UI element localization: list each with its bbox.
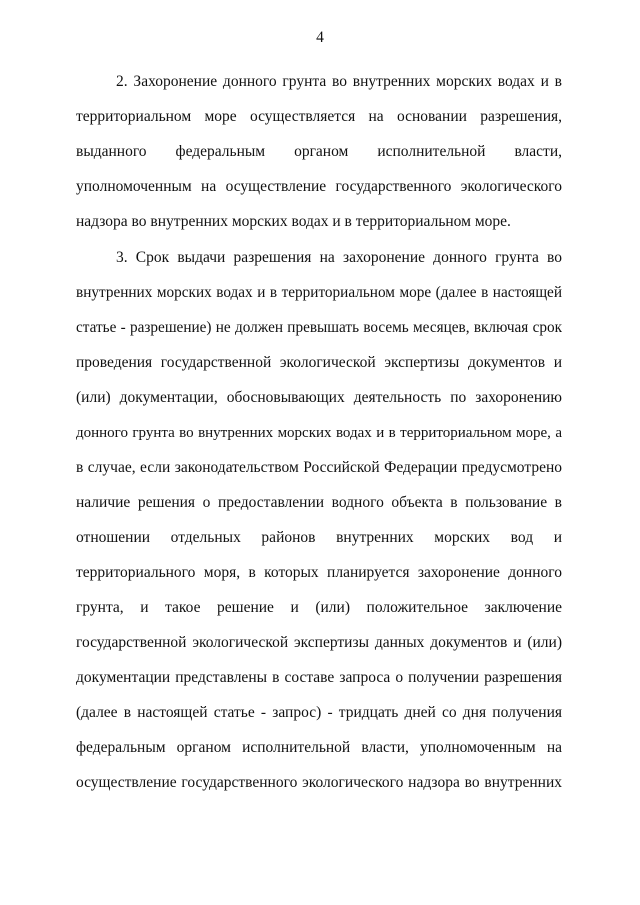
page-number: 4 [316, 29, 324, 46]
text-line: документации представлены в составе запроса о получении разрешения [76, 669, 562, 686]
text-line: (далее в настоящей статье - запрос) - тридцать дней со дня получения [76, 704, 562, 721]
text-line: (или) документации, обосновывающих деятельность по захоронению [76, 389, 562, 406]
text-line: внутренних морских водах и в территориальном море (далее в настоящей [76, 284, 562, 301]
text-line: надзора во внутренних морских водах и в территориальном море. [76, 213, 511, 230]
text-line: территориальном море осуществляется на основании разрешения, [76, 108, 562, 125]
text-line: наличие решения о предоставлении водного объекта в пользование в [76, 494, 562, 511]
text-line: государственной экологической экспертизы данных документов и (или) [76, 634, 562, 651]
text-line: выданного федеральным органом исполнительной власти, [76, 143, 562, 160]
text-line: 2. Захоронение донного грунта во внутренних морских водах и в [116, 73, 562, 90]
text-line: территориального моря, в которых планируется захоронение донного [76, 564, 562, 581]
text-line: проведения государственной экологической экспертизы документов и [76, 354, 562, 371]
text-line: отношении отдельных районов внутренних морских вод и [76, 529, 562, 546]
text-line: федеральным органом исполнительной власти, уполномоченным на [76, 739, 562, 756]
text-line: осуществление государственного экологического надзора во внутренних [76, 774, 562, 791]
text-line: в случае, если законодательством Российской Федерации предусмотрено [76, 459, 562, 476]
text-line: уполномоченным на осуществление государственного экологического [76, 178, 562, 195]
text-line: 3. Срок выдачи разрешения на захоронение донного грунта во [116, 249, 562, 266]
text-line: статье - разрешение) не должен превышать восемь месяцев, включая срок [76, 319, 562, 336]
text-line: донного грунта во внутренних морских водах и в территориальном море, а [76, 425, 562, 441]
text-line: грунта, и такое решение и (или) положительное заключение [76, 599, 562, 616]
